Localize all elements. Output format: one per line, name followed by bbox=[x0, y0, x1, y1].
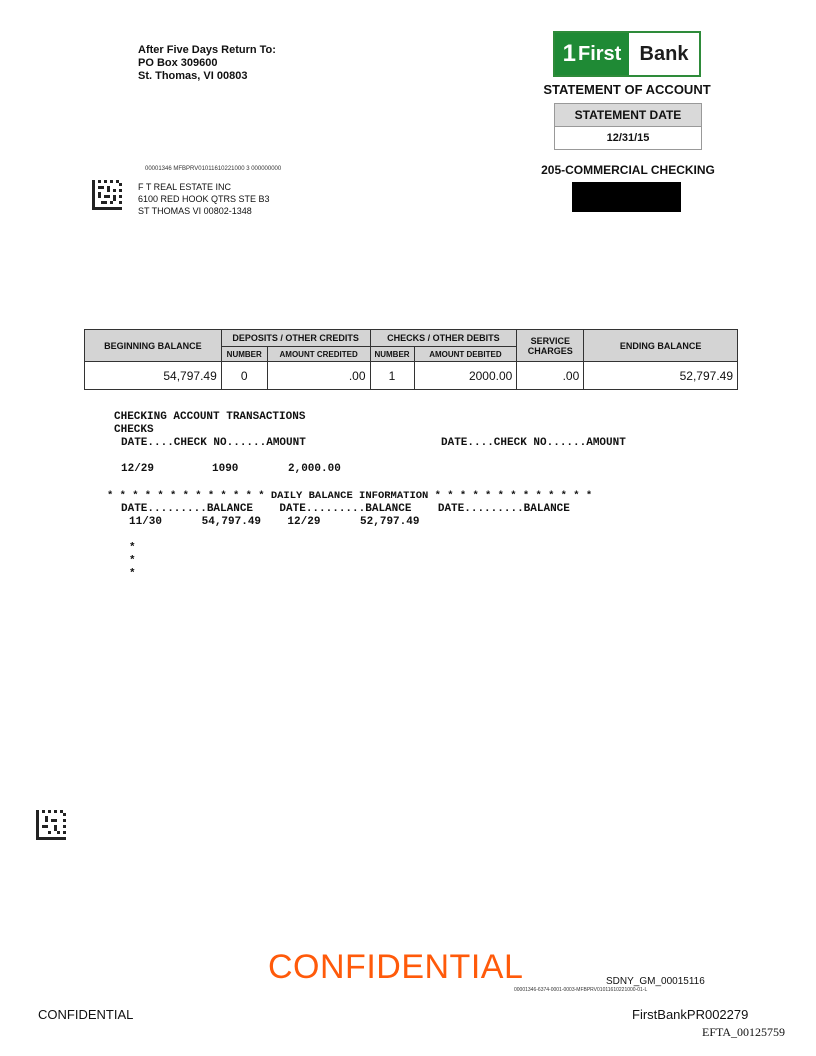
account-type: 205-COMMERCIAL CHECKING bbox=[541, 163, 715, 177]
daily-balance-row: 11/30 54,797.49 12/29 52,797.49 bbox=[129, 516, 420, 528]
check-row-amount: 2,000.00 bbox=[288, 463, 341, 475]
header-amount-credited: AMOUNT CREDITED bbox=[267, 347, 370, 362]
firstbank-logo bbox=[553, 31, 701, 77]
check-row-date: 12/29 bbox=[121, 463, 155, 475]
statement-date-header: STATEMENT DATE bbox=[555, 104, 701, 127]
document-tracking-code: 00001346-6374-0001-0003-MFBPRV01011610221000-01-L bbox=[514, 987, 648, 993]
return-address-line3: St. Thomas, VI 00803 bbox=[138, 70, 248, 82]
header-checks: CHECKS / OTHER DEBITS bbox=[370, 330, 517, 347]
value-check-number: 1 bbox=[370, 362, 414, 390]
mailing-city: ST THOMAS VI 00802-1348 bbox=[138, 206, 252, 216]
logo-green-block bbox=[555, 33, 629, 75]
firstbank-bates-number: FirstBankPR002279 bbox=[632, 1007, 749, 1022]
mailing-name: F T REAL ESTATE INC bbox=[138, 182, 232, 192]
checks-header-right: DATE....CHECK NO......AMOUNT bbox=[441, 437, 626, 449]
mailing-street: 6100 RED HOOK QTRS STE B3 bbox=[138, 194, 270, 204]
transactions-title: CHECKING ACCOUNT TRANSACTIONS bbox=[114, 411, 306, 423]
value-service-charges: .00 bbox=[517, 362, 584, 390]
checks-label: CHECKS bbox=[114, 424, 154, 436]
header-amount-debited: AMOUNT DEBITED bbox=[414, 347, 517, 362]
header-number-2: NUMBER bbox=[370, 347, 414, 362]
statement-title: STATEMENT OF ACCOUNT bbox=[543, 82, 711, 97]
efta-bates-number: EFTA_00125759 bbox=[702, 1025, 786, 1039]
value-amount-credited: .00 bbox=[267, 362, 370, 390]
confidential-stamp: CONFIDENTIAL bbox=[268, 948, 524, 986]
statement-date-value: 12/31/15 bbox=[606, 132, 650, 144]
logo-one: 1 bbox=[562, 40, 576, 67]
daily-balance-header: DATE.........BALANCE DATE.........BALANCE DATE.........BALANCE bbox=[121, 503, 570, 515]
statement-date-box bbox=[554, 103, 702, 150]
header-ending-balance: ENDING BALANCE bbox=[584, 330, 738, 362]
star-1: * bbox=[129, 542, 136, 554]
value-ending-balance: 52,797.49 bbox=[584, 362, 738, 390]
header-deposits: DEPOSITS / OTHER CREDITS bbox=[221, 330, 370, 347]
daily-balance-title: * * * * * * * * * * * * * DAILY BALANCE INFORMATION * * * * * * * * * * * * * bbox=[107, 490, 593, 502]
checks-header-left: DATE....CHECK NO......AMOUNT bbox=[121, 437, 306, 449]
return-address-line2: PO Box 309600 bbox=[138, 57, 218, 69]
header-number: NUMBER bbox=[221, 347, 267, 362]
star-2: * bbox=[129, 555, 136, 567]
account-summary-table bbox=[84, 329, 738, 390]
value-deposit-number: 0 bbox=[221, 362, 267, 390]
value-beginning-balance: 54,797.49 bbox=[85, 362, 222, 390]
return-address-line1: After Five Days Return To: bbox=[138, 44, 276, 56]
redaction-box bbox=[572, 182, 681, 212]
header-service-charges: SERVICE CHARGES bbox=[517, 330, 584, 362]
mailing-address bbox=[138, 181, 270, 217]
confidential-footer-label: CONFIDENTIAL bbox=[38, 1007, 134, 1022]
header-beginning-balance: BEGINNING BALANCE bbox=[85, 330, 222, 362]
mailing-code: 00001346 MFBPRV01011610221000 3 000000000 bbox=[145, 166, 282, 172]
datamatrix-barcode-icon bbox=[36, 810, 66, 840]
datamatrix-barcode-icon bbox=[92, 180, 122, 210]
value-amount-debited: 2000.00 bbox=[414, 362, 517, 390]
logo-bank: Bank bbox=[639, 42, 689, 65]
star-3: * bbox=[129, 568, 136, 580]
logo-first: First bbox=[578, 42, 622, 65]
check-row-number: 1090 bbox=[212, 463, 239, 475]
sdny-bates-number: SDNY_GM_00015116 bbox=[606, 976, 705, 987]
return-address bbox=[138, 44, 276, 83]
